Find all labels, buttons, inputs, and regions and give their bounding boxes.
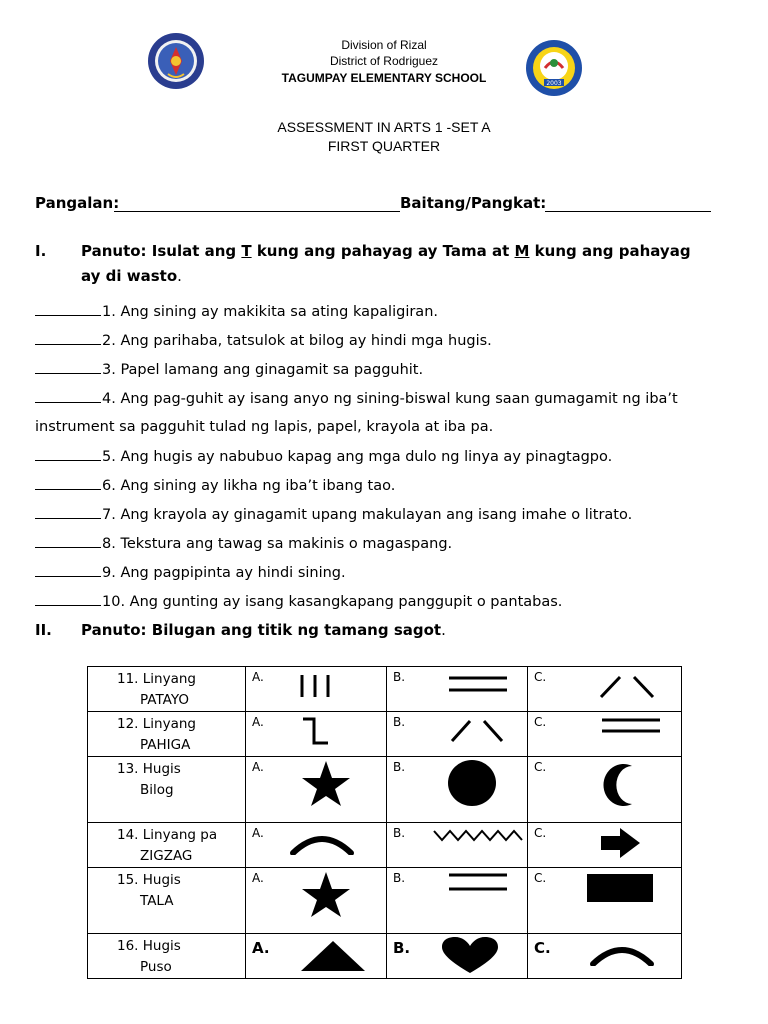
item-text: 8. Tekstura ang tawag sa makinis o magaspang. (102, 536, 453, 552)
question-label: 11. Linyang (117, 671, 196, 687)
question-keyword: Puso (140, 959, 172, 975)
option-b-label: B. (393, 715, 406, 729)
item-text: 7. Ang krayola ay ginagamit upang makulayan ang isang imahe o litrato. (102, 507, 633, 523)
item-text: 5. Ang hugis ay nabubuo kapag ang mga dulo ng linya ay pinagtagpo. (102, 449, 613, 465)
part1-instr-t: T (241, 242, 252, 260)
table-row (88, 823, 682, 868)
question-keyword: ZIGZAG (140, 848, 193, 864)
step-line-icon (300, 716, 330, 746)
part1-instr-a: Panuto: Isulat ang (81, 242, 242, 260)
option-a-cell[interactable] (246, 868, 387, 934)
grade-label: Baitang/Pangkat: (400, 194, 547, 212)
option-a-cell[interactable] (246, 712, 387, 757)
question-label: 14. Linyang pa (117, 827, 218, 843)
option-c-label: C. (534, 826, 547, 840)
part2-instructions (35, 621, 446, 639)
item-text: 4. Ang pag-guhit ay isang anyo ng sining-biswal kung saan gumagamit ng iba’t (102, 391, 678, 407)
option-a-cell[interactable] (246, 757, 387, 823)
answer-blank[interactable] (35, 330, 101, 345)
option-c-label: C. (534, 715, 547, 729)
diagonal-lines-icon (598, 673, 658, 699)
two-horizontal-lines-icon (600, 717, 662, 737)
question-cell (88, 712, 246, 757)
question-keyword: PAHIGA (140, 737, 191, 753)
option-a-label: A. (252, 939, 270, 957)
name-field[interactable] (114, 211, 400, 212)
option-b-cell[interactable] (387, 757, 528, 823)
question-keyword: TALA (140, 893, 174, 909)
answer-blank[interactable] (35, 446, 101, 461)
table-row (88, 934, 682, 979)
question-label: 15. Hugis (117, 872, 181, 888)
answer-blank[interactable] (35, 562, 101, 577)
option-a-cell[interactable] (246, 934, 387, 979)
part1-instr-e: . (177, 267, 182, 285)
option-b-label: B. (393, 670, 406, 684)
item-continuation: instrument sa pagguhit tulad ng lapis, papel, krayola at iba pa. (35, 419, 494, 435)
option-b-cell[interactable] (387, 823, 528, 868)
answer-blank[interactable] (35, 301, 101, 316)
two-horizontal-lines-icon (447, 872, 509, 894)
question-cell (88, 934, 246, 979)
option-b-cell[interactable] (387, 712, 528, 757)
question-keyword: Bilog (140, 782, 174, 798)
question-cell (88, 757, 246, 823)
part2-number: II. (35, 621, 52, 639)
part1-instr-m: M (514, 242, 530, 260)
option-c-label: C. (534, 670, 547, 684)
answer-blank[interactable] (35, 388, 101, 403)
option-b-label: B. (393, 826, 406, 840)
zigzag-line-icon (433, 827, 525, 843)
arrow-icon (600, 827, 642, 859)
list-item (35, 330, 492, 351)
table-row (88, 712, 682, 757)
table-row (88, 667, 682, 712)
option-a-cell[interactable] (246, 823, 387, 868)
option-c-label: C. (534, 939, 551, 957)
district-text: District of Rodriguez (329, 54, 439, 68)
part1-instr-c: kung ang pahayag (529, 242, 691, 260)
option-b-cell[interactable] (387, 667, 528, 712)
option-a-label: A. (252, 715, 264, 729)
part1-number: I. (35, 242, 47, 260)
list-item (35, 533, 452, 554)
question-cell (88, 823, 246, 868)
option-c-cell[interactable] (528, 712, 682, 757)
star-icon (301, 871, 351, 917)
three-vertical-lines-icon (298, 673, 334, 699)
division-text: Division of Rizal (341, 38, 427, 52)
school-name: TAGUMPAY ELEMENTARY SCHOOL (281, 71, 487, 85)
option-c-label: C. (534, 871, 547, 885)
table-row (88, 868, 682, 934)
quarter-title: FIRST QUARTER (327, 138, 441, 154)
multiple-choice-table (87, 666, 682, 979)
part1-instructions-cont (81, 267, 182, 285)
diagonal-lines-icon (449, 717, 507, 743)
svg-text:2003: 2003 (546, 80, 562, 87)
answer-blank[interactable] (35, 359, 101, 374)
item-text: 10. Ang gunting ay isang kasangkapang panggupit o pantabas. (102, 594, 563, 610)
name-label: Pangalan: (35, 194, 120, 212)
option-c-cell[interactable] (528, 868, 682, 934)
option-a-label: A. (252, 760, 264, 774)
question-cell (88, 868, 246, 934)
answer-blank[interactable] (35, 475, 101, 490)
item-text: 6. Ang sining ay likha ng iba’t ibang tao. (102, 478, 396, 494)
table-row (88, 757, 682, 823)
option-a-label: A. (252, 826, 264, 840)
answer-blank[interactable] (35, 504, 101, 519)
option-b-label: B. (393, 760, 406, 774)
rectangle-icon (586, 873, 654, 903)
option-a-label: A. (252, 871, 264, 885)
part1-instr-b: kung ang pahayag ay Tama at (251, 242, 515, 260)
list-item (35, 591, 562, 612)
option-b-label: B. (393, 939, 411, 957)
option-c-cell[interactable] (528, 667, 682, 712)
answer-blank[interactable] (35, 533, 101, 548)
item-text: 9. Ang pagpipinta ay hindi sining. (102, 565, 346, 581)
item-text: 3. Papel lamang ang ginagamit sa pagguhit. (102, 362, 424, 378)
answer-blank[interactable] (35, 591, 101, 606)
list-item (35, 446, 612, 467)
circle-icon (447, 759, 497, 807)
list-item (35, 475, 395, 496)
part2-instr: Panuto: Bilugan ang titik ng tamang sagot (81, 621, 442, 639)
list-item (35, 301, 438, 322)
part1-instr-d: ay di wasto (81, 267, 178, 285)
question-label: 16. Hugis (117, 938, 181, 954)
part1-instructions (35, 242, 691, 260)
heart-icon (441, 936, 499, 974)
option-b-cell[interactable] (387, 934, 528, 979)
question-keyword: PATAYO (140, 692, 189, 708)
question-label: 13. Hugis (117, 761, 181, 777)
option-c-cell[interactable] (528, 757, 682, 823)
list-item (35, 504, 632, 525)
item-text: 1. Ang sining ay makikita sa ating kapaligiran. (102, 304, 438, 320)
assessment-title: ASSESSMENT IN ARTS 1 -SET A (277, 119, 491, 135)
arc-icon (590, 942, 654, 966)
option-b-cell[interactable] (387, 868, 528, 934)
star-icon (301, 760, 351, 806)
option-c-label: C. (534, 760, 547, 774)
list-item (35, 562, 346, 583)
triangle-icon (300, 940, 366, 972)
part2-instr-end: . (441, 621, 446, 639)
option-a-cell[interactable] (246, 667, 387, 712)
list-item (35, 388, 678, 409)
two-horizontal-lines-icon (447, 675, 509, 695)
list-item (35, 359, 423, 380)
option-a-label: A. (252, 670, 264, 684)
question-cell (88, 667, 246, 712)
grade-field[interactable] (545, 211, 711, 212)
question-label: 12. Linyang (117, 716, 196, 732)
option-c-cell[interactable] (528, 823, 682, 868)
crescent-moon-icon (598, 762, 638, 808)
item-text: 2. Ang parihaba, tatsulok at bilog ay hindi mga hugis. (102, 333, 492, 349)
option-b-label: B. (393, 871, 406, 885)
option-c-cell[interactable] (528, 934, 682, 979)
arc-icon (290, 831, 354, 855)
